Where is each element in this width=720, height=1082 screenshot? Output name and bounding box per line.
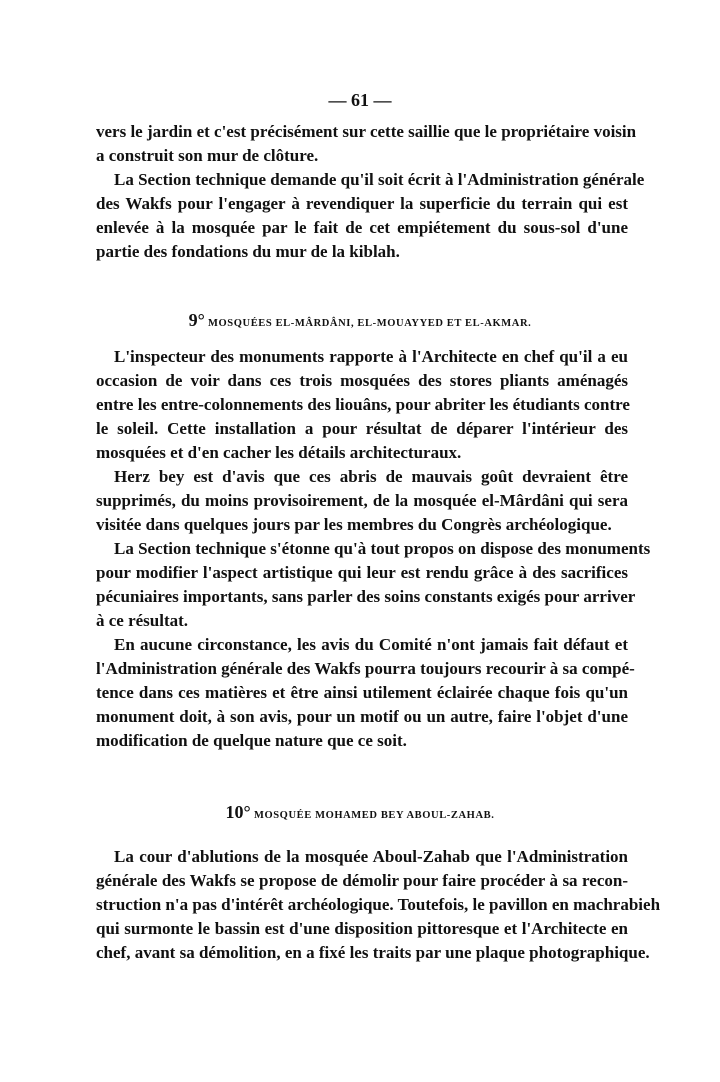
text-line: pour modifier l'aspect artistique qui leur est rendu grâce à des sacrifices [96,563,628,582]
text-line: mosquées et d'en cacher les détails architecturaux. [96,443,462,462]
text-line: partie des fondations du mur de la kiblah. [96,242,400,261]
text-line: La Section technique s'étonne qu'à tout propos on dispose des monuments [114,539,651,558]
text-line: le soleil. Cette installation a pour résultat de déparer l'intérieur des [96,419,628,438]
section-heading-10 [0,802,720,823]
paragraph-block-3 [96,845,661,965]
section-heading-9 [0,310,720,331]
text-line: vers le jardin et c'est précisément sur cette saillie que le propriétaire voisin [96,122,637,141]
text-line: enlevée à la mosquée par le fait de cet empiétement du sous-sol d'une [96,218,628,237]
text-line: qui surmonte le bassin est d'une disposition pittoresque et l'Architecte en [96,919,628,938]
section-number: 9° [188,310,205,330]
text-line: chef, avant sa démolition, en a fixé les traits par une plaque photographique. [96,943,650,962]
text-line: monument doit, à son avis, pour un motif ou un autre, faire l'objet d'une [96,707,628,726]
text-line: Herz bey est d'avis que ces abris de mauvais goût devraient être [114,467,628,486]
text-line: La Section technique demande qu'il soit écrit à l'Administration générale [114,170,645,189]
text-line: à ce résultat. [96,611,189,630]
text-line: modification de quelque nature que ce soit. [96,731,407,750]
section-title: MOSQUÉES EL-MÂRDÂNI, EL-MOUAYYED ET EL-AKMAR. [208,318,532,329]
text-line: L'inspecteur des monuments rapporte à l'Architecte en chef qu'il a eu [114,347,628,366]
text-line: La cour d'ablutions de la mosquée Aboul-Zahab que l'Administration [114,847,628,866]
text-line: tence dans ces matières et être ainsi utilement éclairée chaque fois qu'un [96,683,628,702]
paragraph-block-1 [96,120,645,264]
text-line: En aucune circonstance, les avis du Comité n'ont jamais fait défaut et [114,635,628,654]
paragraph-block-2 [96,345,651,753]
text-line: a construit son mur de clôture. [96,146,319,165]
text-line: occasion de voir dans ces trois mosquées des stores pliants aménagés [96,371,628,390]
text-line: l'Administration générale des Wakfs pourra toujours recourir à sa compé- [96,659,635,678]
page-number: — 61 — [328,90,392,110]
section-title: MOSQUÉE MOHAMED BEY ABOUL-ZAHAB. [253,810,495,821]
text-line: visitée dans quelques jours par les membres du Congrès archéologique. [96,515,612,534]
text-line: des Wakfs pour l'engager à revendiquer la superficie du terrain qui est [96,194,628,213]
text-line: entre les entre-colonnements des liouâns, pour abriter les étudiants contre [96,395,630,414]
section-number: 10° [225,802,251,822]
text-line: générale des Wakfs se propose de démolir pour faire procéder à sa recon- [96,871,628,890]
text-line: pécuniaires importants, sans parler des soins constants exigés pour arriver [96,587,636,606]
text-line: supprimés, du moins provisoirement, de la mosquée el-Mârdâni qui sera [96,491,628,510]
text-line: struction n'a pas d'intérêt archéologique. Toutefois, le pavillon en machrabieh [96,895,661,914]
